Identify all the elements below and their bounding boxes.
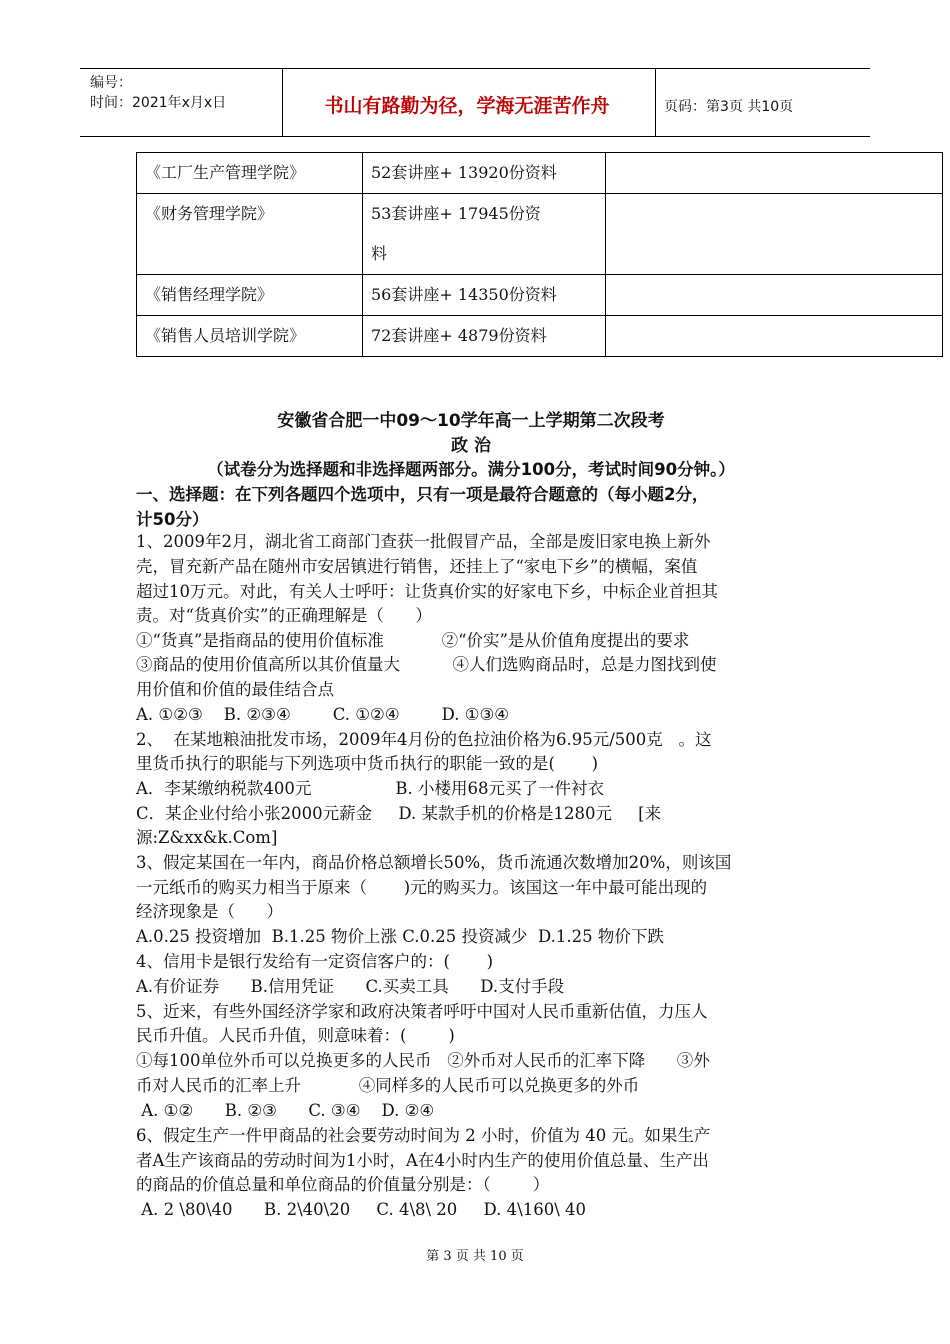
question-line: 里货币执行的职能与下列选项中货币执行的职能一致的是( ) [136, 754, 599, 773]
exam-note: （试卷分为选择题和非选择题两部分。满分100分，考试时间90分钟。） [207, 460, 735, 479]
section-heading-line: 一、选择题：在下列各题四个选项中，只有一项是最符合题意的（每小题2分， [136, 485, 709, 504]
question-line: 壳，冒充新产品在随州市安居镇进行销售，还挂上了“家电下乡”的横幅，案值 [136, 557, 698, 576]
answer-options: A.0.25 投资增加 B.1.25 物价上涨 C.0.25 投资减少 D.1.25 物价下跌 [136, 927, 664, 946]
table-cell-extra [606, 275, 943, 316]
question-line: 的商品的价值总量和单位商品的价值量分别是：（ ） [136, 1175, 550, 1194]
question-line: ①每100单位外币可以兑换更多的人民币 ②外币对人民币的汇率下降 ③外 [136, 1051, 710, 1070]
table-row [137, 316, 943, 357]
question-line: 源:Z&xx&k.Com] [136, 828, 278, 847]
answer-options: A.有价证券 B.信用凭证 C.买卖工具 D.支付手段 [136, 977, 565, 996]
question-line: 用价值和价值的最佳结合点 [136, 680, 334, 699]
table-cell-content: 72套讲座+ 4879份资料 [363, 316, 606, 357]
question-line: 币对人民币的汇率上升 ④同样多的人民币可以兑换更多的外币 [136, 1076, 640, 1095]
answer-options: A．李某缴纳税款400元 B. 小楼用68元买了一件衬衣 [136, 779, 604, 798]
table-cell-name: 《财务管理学院》 [137, 194, 363, 275]
table-row [137, 194, 943, 275]
question-line: 者A生产该商品的劳动时间为1小时，A在4小时内生产的使用价值总量、生产出 [136, 1151, 709, 1170]
table-cell-content: 52套讲座+ 13920份资料 [363, 153, 606, 194]
question-line: 民币升值。人民币升值，则意味着：( ) [136, 1026, 455, 1045]
table-cell-name: 《销售人员培训学院》 [137, 316, 363, 357]
answer-options: C．某企业付给小张2000元薪金 D. 某款手机的价格是1280元 [来 [136, 804, 662, 823]
section-heading-line: 计50分） [136, 510, 209, 529]
table-cell-extra [606, 194, 943, 275]
question-line: 2、 在某地粮油批发市场，2009年4月份的色拉油价格为6.95元/500克 。这 [136, 730, 712, 749]
header-page-info: 页码：第3页 共10页 [664, 99, 794, 115]
table-cell-content [363, 194, 606, 275]
answer-options: A. 2 \80\40 B. 2\40\20 C. 4\8\ 20 D. 4\160\ 40 [136, 1200, 587, 1219]
table-cell-content-line: 料 [371, 244, 388, 263]
question-line: 5、近来，有些外国经济学家和政府决策者呼吁中国对人民币重新估值，力压人 [136, 1002, 708, 1021]
table-cell-name: 《工厂生产管理学院》 [137, 153, 363, 194]
question-line: 4、信用卡是银行发给有一定资信客户的：( ) [136, 952, 494, 971]
header-motto: 书山有路勤为径，学海无涯苦作舟 [324, 95, 610, 117]
table-cell-content: 56套讲座+ 14350份资料 [363, 275, 606, 316]
answer-options: A. ①② B. ②③ C. ③④ D. ②④ [136, 1101, 435, 1120]
question-line: 1、2009年2月，湖北省工商部门查获一批假冒产品，全部是废旧家电换上新外 [136, 532, 711, 551]
table-row [137, 275, 943, 316]
header-number-label: 编号： [90, 75, 132, 91]
exam-subject: 政 治 [451, 436, 491, 456]
header-time-label: 时间：2021年x月x日 [90, 95, 227, 111]
question-line: 一元纸币的购买力相当于原来（ )元的购买力。该国这一年中最可能出现的 [136, 878, 708, 897]
page-footer: 第 3 页 共 10 页 [426, 1249, 524, 1264]
table-row [137, 153, 943, 194]
question-line: 6、假定生产一件甲商品的社会要劳动时间为 2 小时，价值为 40 元。如果生产 [136, 1126, 711, 1145]
table-cell-extra [606, 316, 943, 357]
header-top-rule [80, 68, 870, 69]
question-line: ①“货真”是指商品的使用价值标准 ②“价实”是从价值角度提出的要求 [136, 631, 690, 650]
question-line: ③商品的使用价值高所以其价值量大 ④人们选购商品时，总是力图找到使 [136, 655, 717, 674]
question-line: 责。对“货真价实”的正确理解是（ ） [136, 606, 432, 625]
table-cell-content-line: 53套讲座+ 17945份资 [371, 204, 541, 223]
question-line: 超过10万元。对此，有关人士呼吁：让货真价实的好家电下乡，中标企业首担其 [136, 582, 718, 601]
catalog-table [136, 152, 943, 357]
answer-options: A. ①②③ B. ②③④ C. ①②④ D. ①③④ [136, 705, 510, 724]
table-cell-name: 《销售经理学院》 [137, 275, 363, 316]
question-line: 经济现象是（ ） [136, 902, 283, 921]
header-divider-right [655, 68, 656, 136]
question-line: 3、假定某国在一年内，商品价格总额增长50%，货币流通次数增加20%，则该国 [136, 853, 732, 872]
header-bottom-rule [80, 136, 870, 137]
exam-title: 安徽省合肥一中09～10学年高一上学期第二次段考 [277, 411, 665, 431]
table-cell-extra [606, 153, 943, 194]
